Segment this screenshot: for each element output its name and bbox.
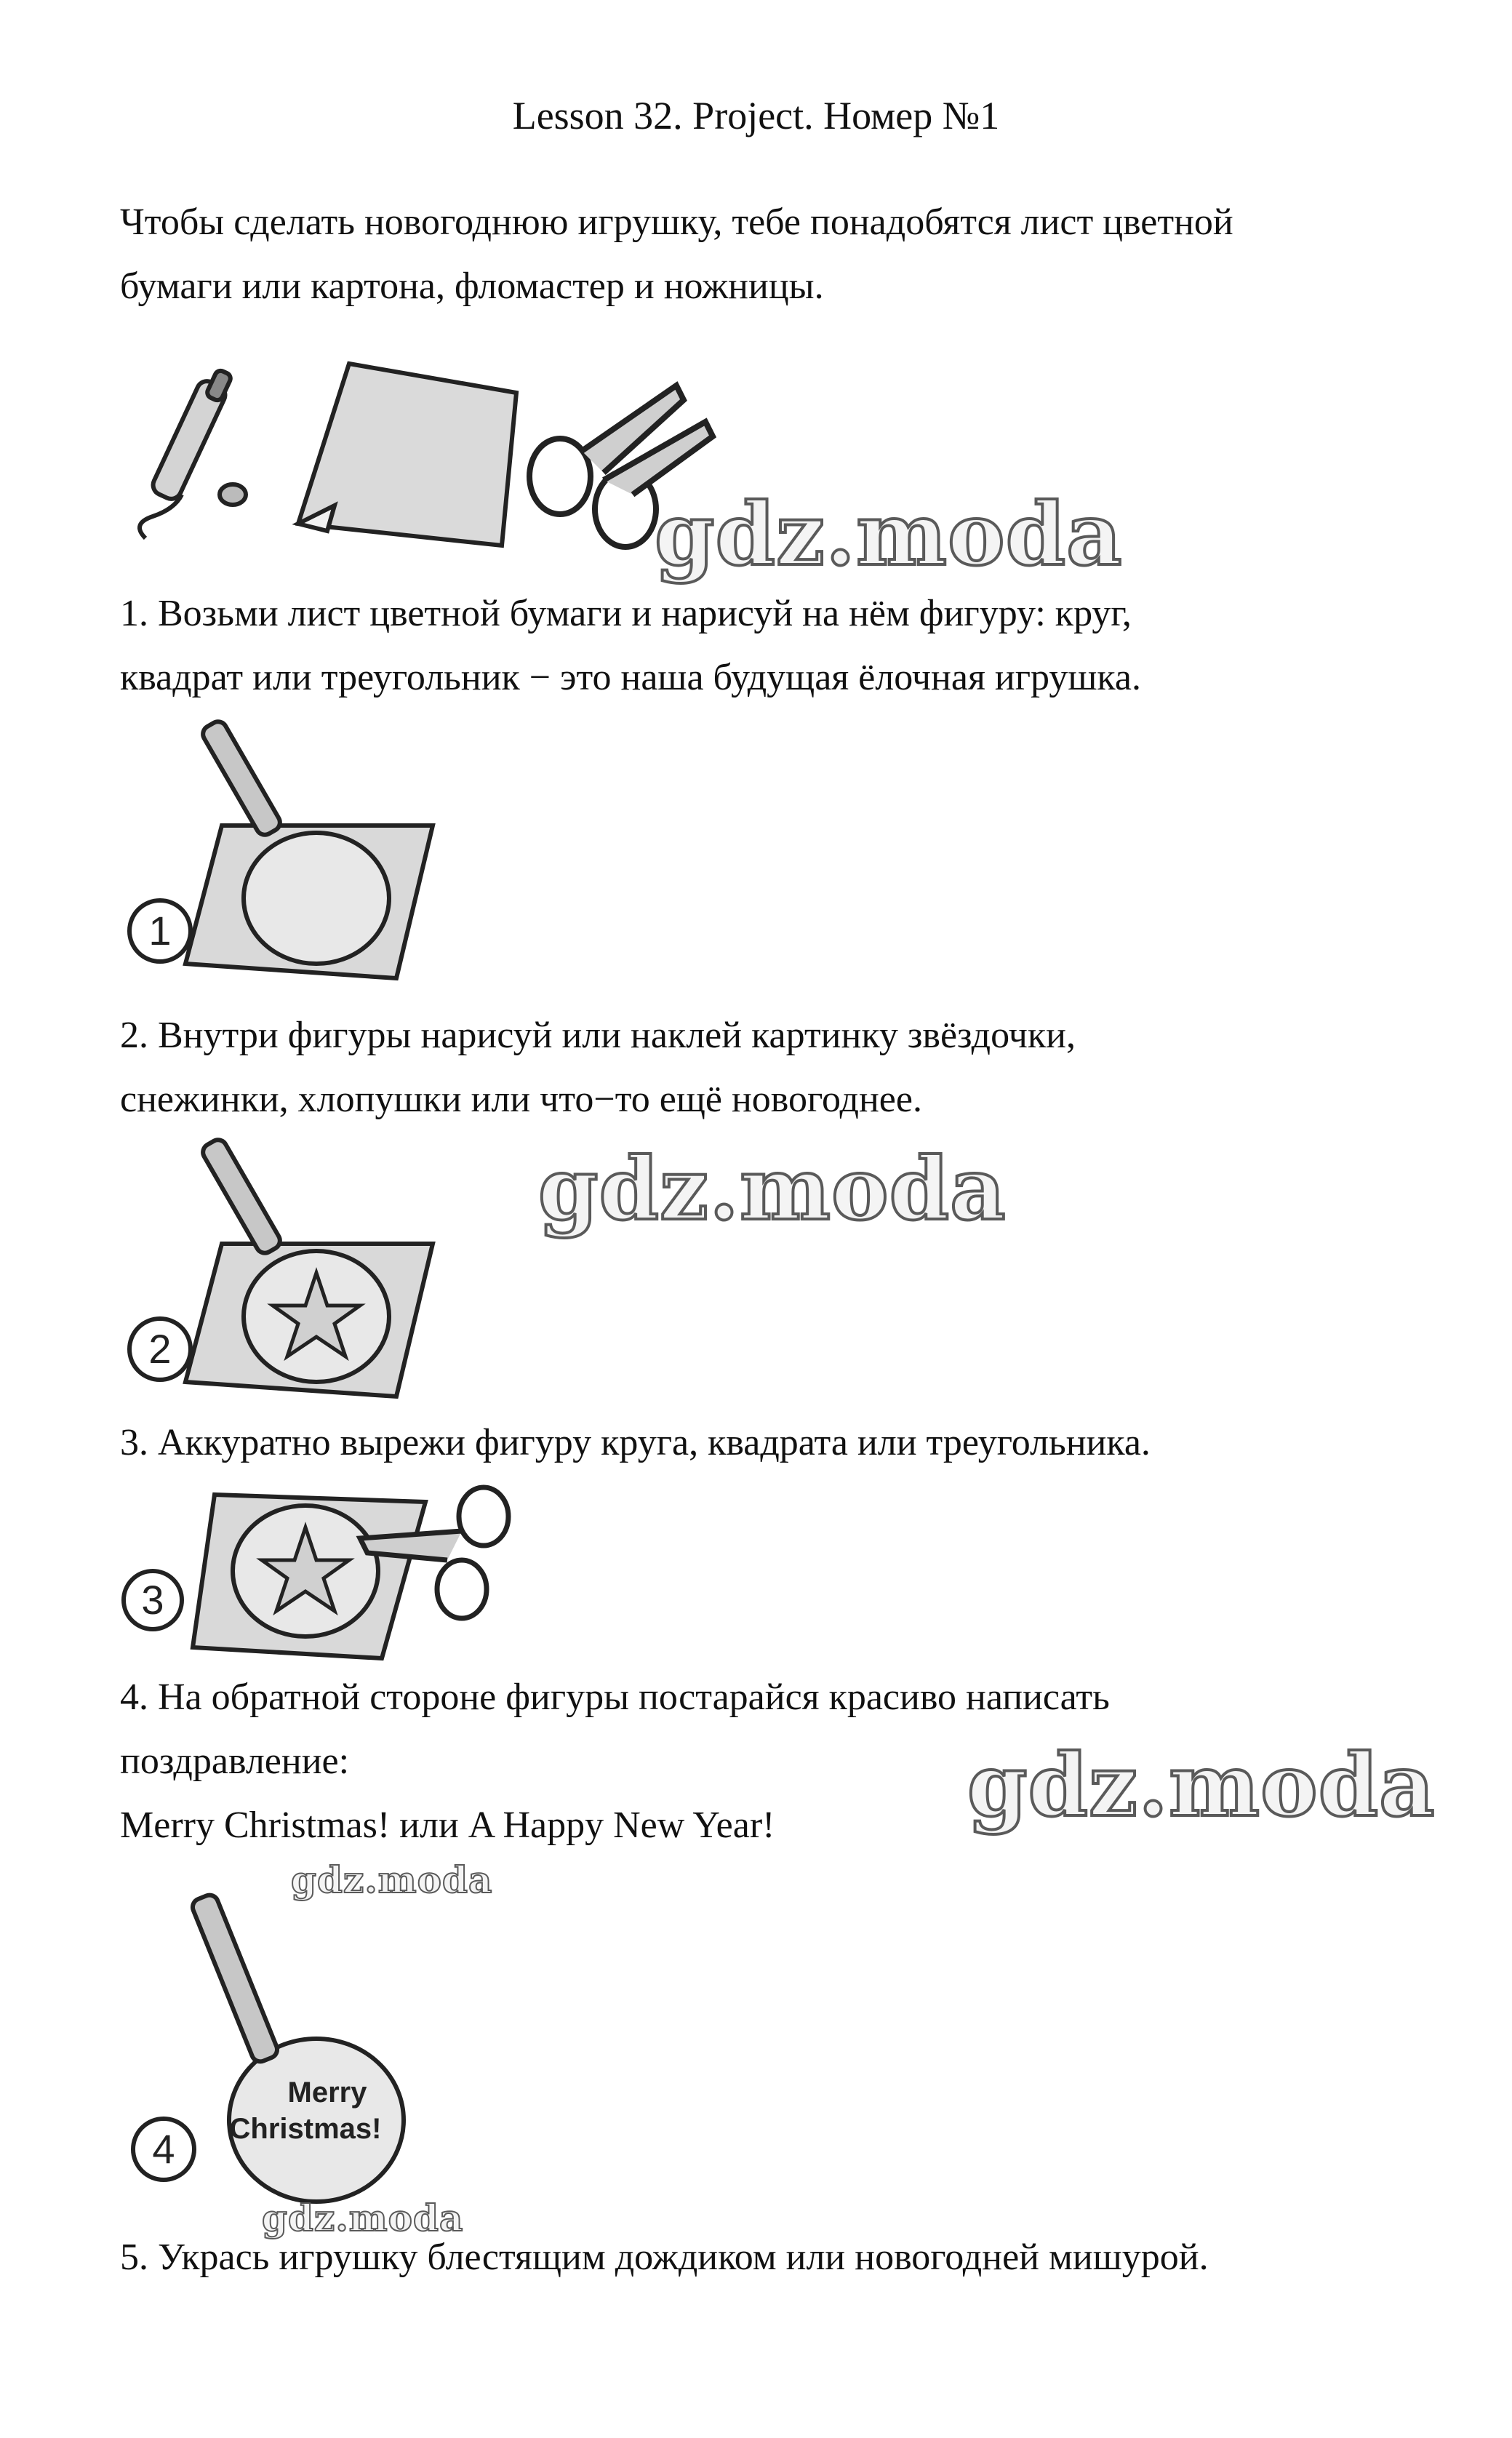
card-text-line-1: Merry (287, 2077, 367, 2109)
tools-illustration (124, 349, 735, 567)
step-number: 4 (152, 2126, 175, 2172)
watermark: gdz.moda (655, 484, 1123, 585)
pen-icon (200, 719, 283, 838)
step-1-illustration (120, 716, 440, 986)
step-5-line-1: 5. Укрась игрушку блестящим дождиком или новогодней мишурой. (120, 2237, 1209, 2278)
page-title: Lesson 32. Project. Номер №1 (512, 94, 1000, 137)
step-1-line-2: квадрат или треугольник − это наша будущая ёлочная игрушка. (120, 657, 1141, 698)
watermark: gdz.moda (538, 1138, 1007, 1239)
paper-icon (298, 364, 516, 545)
step-1-line-1: 1. Возьми лист цветной бумаги и нарисуй на нём фигуру: круг, (120, 593, 1132, 634)
step-3-line-1: 3. Аккуратно вырежи фигуру круга, квадрата или треугольника. (120, 1422, 1151, 1463)
intro-line-1: Чтобы сделать новогоднюю игрушку, тебе понадобятся лист цветной (120, 201, 1233, 243)
watermark-small: gdz.moda (262, 2197, 464, 2239)
marker-icon (140, 369, 246, 538)
step-number: 3 (141, 1577, 164, 1623)
intro-line-2: бумаги или картона, фломастер и ножницы. (120, 265, 824, 307)
step-4-line-1: 4. На обратной стороне фигуры постарайся красиво написать (120, 1676, 1110, 1718)
card-text-line-2: Christmas! (229, 2113, 382, 2145)
step-3-illustration (120, 1480, 542, 1662)
step-4-line-2: поздравление: (120, 1740, 350, 1782)
step-2-illustration (120, 1135, 440, 1404)
step-number: 2 (148, 1326, 172, 1372)
pen-icon (200, 1137, 283, 1256)
step-2-line-2: снежинки, хлопушки или что−то ещё новогоднее. (120, 1079, 922, 1120)
step-4-line-3: Merry Christmas! или A Happy New Year! (120, 1804, 775, 1846)
watermark-small: gdz.moda (291, 1858, 493, 1901)
step-2-line-1: 2. Внутри фигуры нарисуй или наклей картинку звёздочки, (120, 1015, 1076, 1056)
step-4-illustration (120, 1891, 425, 2211)
pen-icon (190, 1893, 279, 2064)
watermark: gdz.moda (967, 1735, 1436, 1836)
step-number: 1 (148, 908, 172, 954)
